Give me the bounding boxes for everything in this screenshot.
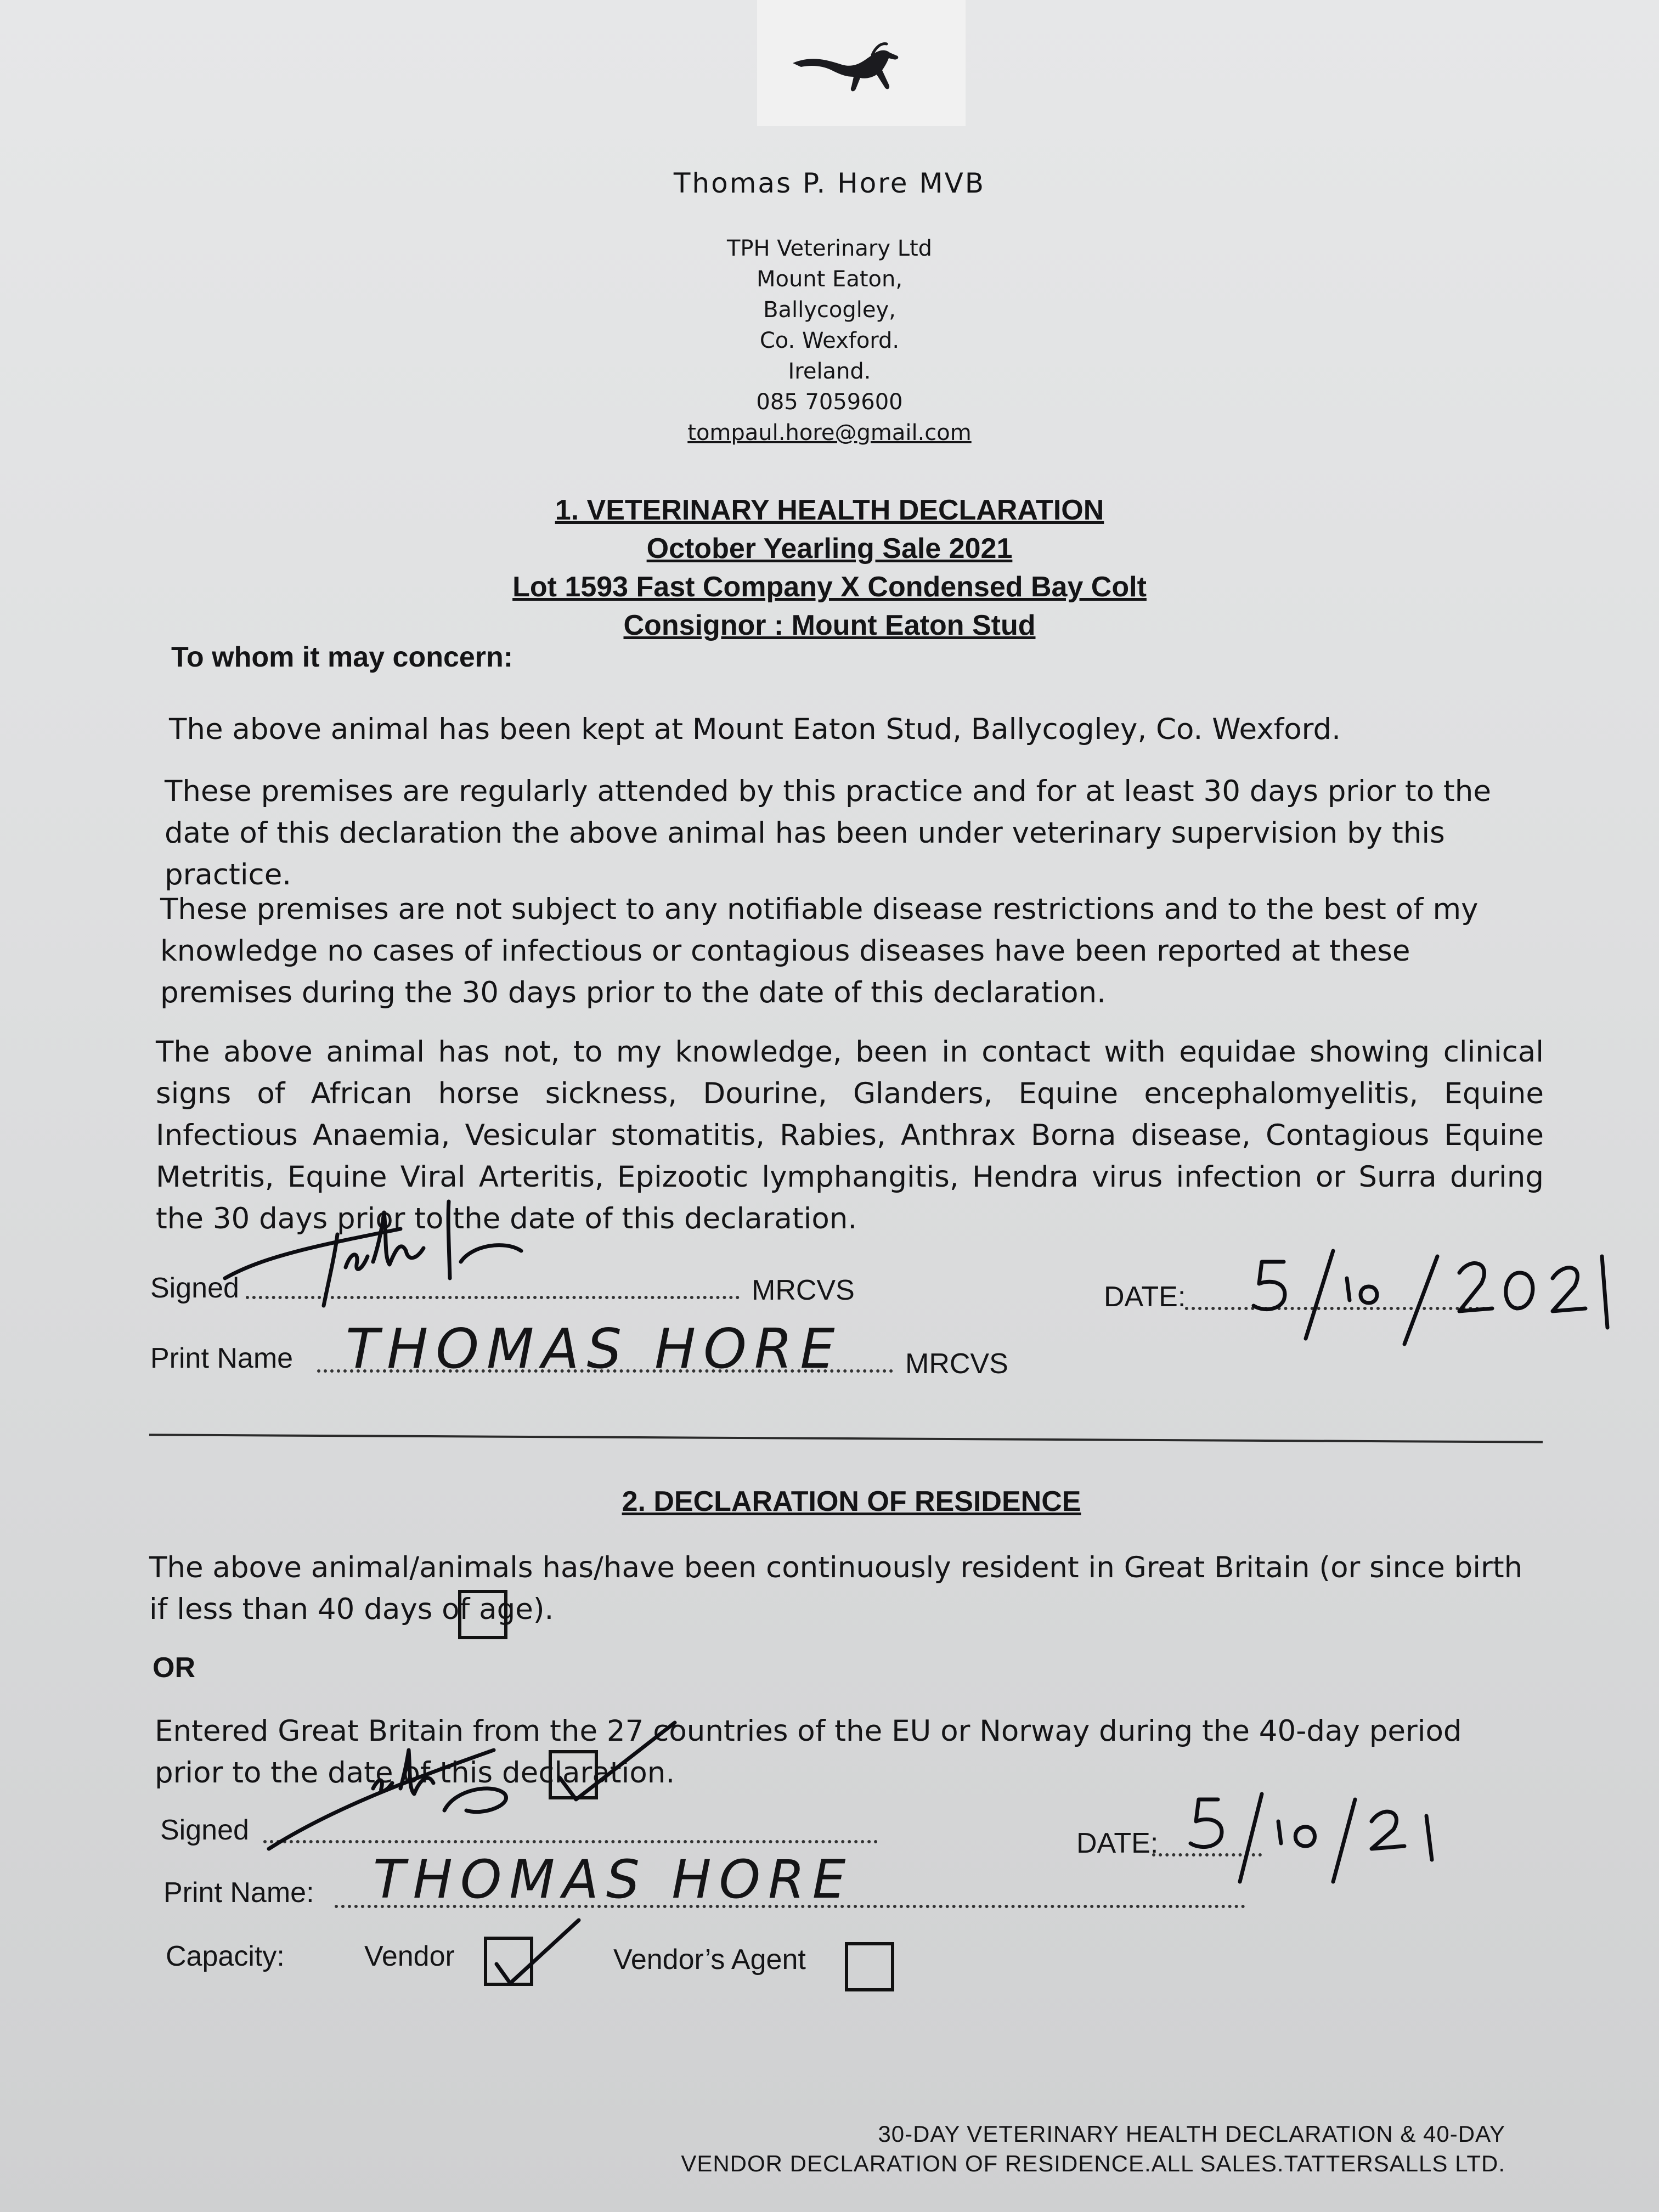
address-line: Ireland.: [788, 359, 871, 384]
date-handwriting: [1174, 1783, 1448, 1893]
vendors-agent-label: Vendor’s Agent: [613, 1944, 806, 1976]
mrcvs-label: MRCVS: [905, 1348, 1008, 1380]
mrcvs-label: MRCVS: [752, 1274, 855, 1306]
signature-mark: [263, 1728, 592, 1865]
section1-heading: [0, 491, 1659, 645]
address-line: Mount Eaton,: [756, 267, 903, 292]
sale-name: October Yearling Sale 2021: [646, 533, 1013, 565]
paragraph: The above animal has not, to my knowledge, been in contact with equidae showing clinical signs of African horse sickness, Dourine, Glanders, Equine encephalomyelitis, Equine Infectious Anaemia, Vesicular stomatitis, Rabies, Anthrax Borna disease, Contagious Equine Metritis, Equine Viral Arteritis, Epizootic lymphangitis, Hendra virus infection or Surra during the 30 days prior to the date of this declaration.: [156, 1035, 1544, 1235]
lot-description: Lot 1593 Fast Company X Condensed Bay Colt: [512, 571, 1147, 603]
company-name: TPH Veterinary Ltd: [726, 236, 933, 261]
print-name-label: Print Name:: [163, 1877, 314, 1909]
section2-title: 2. DECLARATION OF RESIDENCE: [622, 1486, 1081, 1517]
vendors-agent-checkbox[interactable]: [845, 1942, 894, 1991]
section1-title: 1. VETERINARY HEALTH DECLARATION: [555, 494, 1104, 526]
signed-label: Signed: [150, 1272, 239, 1304]
checkmark-icon: [486, 1909, 584, 1991]
continuous-residence-checkbox[interactable]: [458, 1590, 507, 1639]
date-handwriting: [1240, 1240, 1618, 1350]
phone-number: 085 7059600: [756, 390, 903, 415]
print-name-value: THOMAS HORE: [346, 1317, 843, 1381]
print-name-value: THOMAS HORE: [373, 1849, 854, 1910]
residence-option-continuous: The above animal/animals has/have been continuously resident in Great Britain (or since birth if less than 40 days of age).: [149, 1551, 1523, 1626]
consignor: Consignor : Mount Eaton Stud: [623, 610, 1036, 641]
residence-option-entered: Entered Great Britain from the 27 countries of the EU or Norway during the 40-day period prior to the date of this declaration.: [155, 1714, 1462, 1790]
date-label: DATE:: [1076, 1827, 1159, 1859]
email-link[interactable]: tompaul.hore@gmail.com: [687, 420, 972, 445]
horse-logo-icon: [790, 38, 911, 104]
letterhead-address: [0, 233, 1659, 448]
letterhead-name: Thomas P. Hore MVB: [673, 167, 986, 199]
capacity-label: Capacity:: [166, 1940, 285, 1972]
signed-label: Signed: [160, 1814, 249, 1846]
date-label: DATE:: [1104, 1281, 1186, 1313]
paragraph: The above animal has been kept at Mount Eaton Stud, Ballycogley, Co. Wexford.: [169, 713, 1341, 746]
section-divider: [149, 1434, 1543, 1443]
salutation: To whom it may concern:: [171, 641, 514, 673]
paragraph: These premises are not subject to any notifiable disease restrictions and to the best of my knowledge no cases of infectious or contagious diseases have been reported at these premises during the 30 days prior to the date of this declaration.: [160, 893, 1479, 1009]
signature-mark: [219, 1196, 527, 1306]
address-line: Co. Wexford.: [759, 328, 900, 353]
footer-line: VENDOR DECLARATION OF RESIDENCE.ALL SALES.TATTERSALLS LTD.: [681, 2151, 1505, 2176]
paragraph: These premises are regularly attended by this practice and for at least 30 days prior to the date of this declaration the above animal has been under veterinary supervision by this practice.: [165, 775, 1491, 891]
section2-heading: [22, 1482, 1659, 1521]
footer-line: 30-DAY VETERINARY HEALTH DECLARATION & 40-DAY: [878, 2121, 1505, 2147]
vendor-label: Vendor: [364, 1940, 455, 1972]
or-label: OR: [153, 1652, 195, 1684]
print-name-label: Print Name: [150, 1342, 294, 1374]
address-line: Ballycogley,: [763, 297, 896, 323]
